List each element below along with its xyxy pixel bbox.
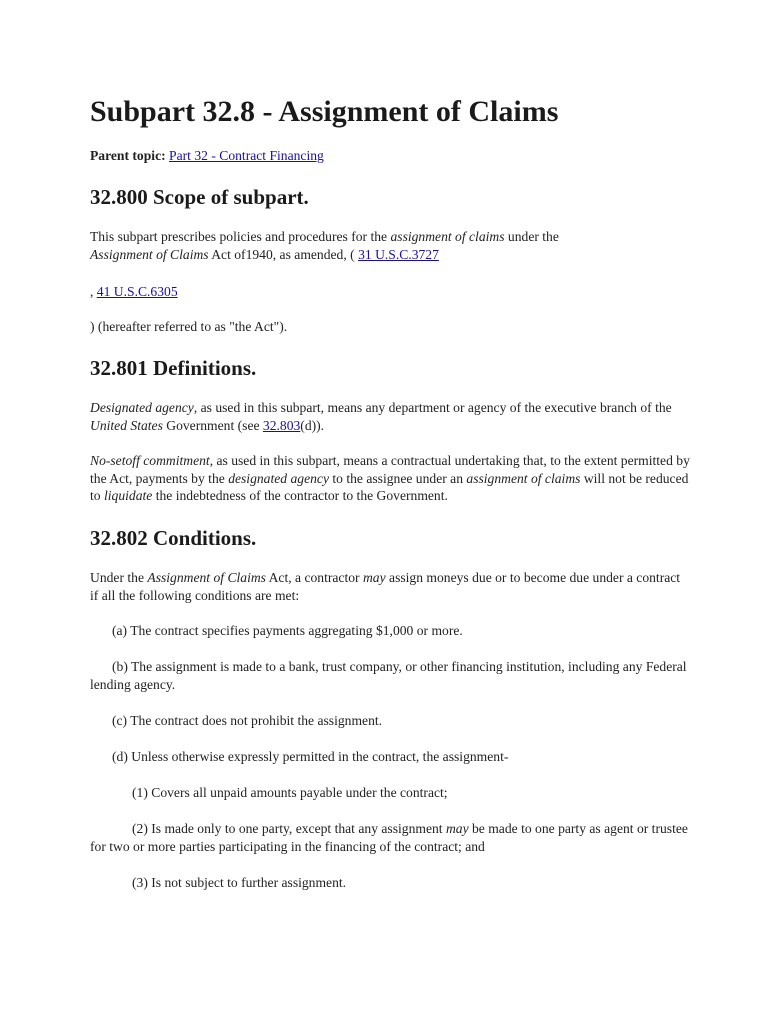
text: Government (see xyxy=(162,417,263,433)
emphasis: liquidate xyxy=(103,488,153,503)
text: Act of1940, as amended, ( xyxy=(208,246,359,262)
condition-d: (d) Unless otherwise expressly permitted in the contract, the assignment- xyxy=(112,749,509,764)
section-heading-32-800: 32.800 Scope of subpart. xyxy=(90,185,309,209)
text: , xyxy=(90,284,97,299)
condition-b: (b) The assignment is made to a bank, trust company, or other financing institution, including any Federal lending agency. xyxy=(90,659,687,692)
text: to the assignee under an xyxy=(328,470,467,486)
usc-31-3727-link[interactable]: 31 U.S.C.3727 xyxy=(358,246,439,262)
emphasis: Assignment of Claims xyxy=(147,570,266,585)
page-title: Subpart 32.8 - Assignment of Claims xyxy=(90,95,559,128)
text: under the xyxy=(504,229,559,244)
condition-c: (c) The contract does not prohibit the assignment. xyxy=(112,713,383,728)
text: assign moneys due or to become due under a contract if all the following conditions are met: xyxy=(90,570,681,603)
section-heading-32-801: 32.801 Definitions. xyxy=(90,356,257,380)
text: , as used in this subpart, means a contractual undertaking that, to the extent permitted by the Act, payments by the xyxy=(90,453,690,486)
text: This subpart prescribes policies and procedures for the xyxy=(90,229,391,244)
parent-topic-label: Parent topic: xyxy=(90,148,166,163)
text: the indebtedness of the contractor to the Government. xyxy=(152,488,448,503)
condition-d-1: (1) Covers all unpaid amounts payable under the contract; xyxy=(132,785,448,800)
emphasis: assignment of claims xyxy=(466,470,581,486)
text: be made to one party as agent or trustee for two or more parties participating in the financing of the contract; and xyxy=(90,821,688,854)
emphasis: assignment of claims xyxy=(390,229,505,244)
definition-no-setoff-commitment xyxy=(90,452,690,505)
emphasis: may xyxy=(362,570,386,585)
parent-topic-link[interactable]: Part 32 - Contract Financing xyxy=(169,148,324,163)
scope-paragraph xyxy=(90,228,690,263)
text: Act, a contractor xyxy=(265,570,363,585)
emphasis: designated agency xyxy=(228,470,329,486)
defined-term: No-setoff commitment xyxy=(90,453,210,468)
emphasis: may xyxy=(445,821,469,836)
text: , as used in this subpart, means any department or agency of the executive branch of the xyxy=(193,400,672,415)
text: (2) Is made only to one party, except that any assignment xyxy=(132,821,446,836)
parent-topic xyxy=(90,147,690,165)
section-heading-32-802: 32.802 Conditions. xyxy=(90,526,257,550)
condition-d-3: (3) Is not subject to further assignment. xyxy=(132,875,347,890)
text: (d)). xyxy=(300,417,325,433)
conditions-intro xyxy=(90,569,690,604)
emphasis: United States xyxy=(90,417,163,433)
section-32-803-link[interactable]: 32.803 xyxy=(262,417,301,433)
scope-paragraph-cont xyxy=(90,283,690,301)
condition-a: (a) The contract specifies payments aggregating $1,000 or more. xyxy=(112,623,463,638)
usc-41-6305-link[interactable]: 41 U.S.C.6305 xyxy=(96,284,178,299)
text: will not be reduced to xyxy=(90,470,689,503)
defined-term: Designated agency xyxy=(90,400,194,415)
scope-paragraph-end: ) (hereafter referred to as "the Act"). xyxy=(90,319,288,334)
emphasis: Assignment of Claims xyxy=(90,246,209,262)
condition-d-2 xyxy=(90,820,690,855)
definition-designated-agency xyxy=(90,399,690,434)
text: Under the xyxy=(90,570,148,585)
